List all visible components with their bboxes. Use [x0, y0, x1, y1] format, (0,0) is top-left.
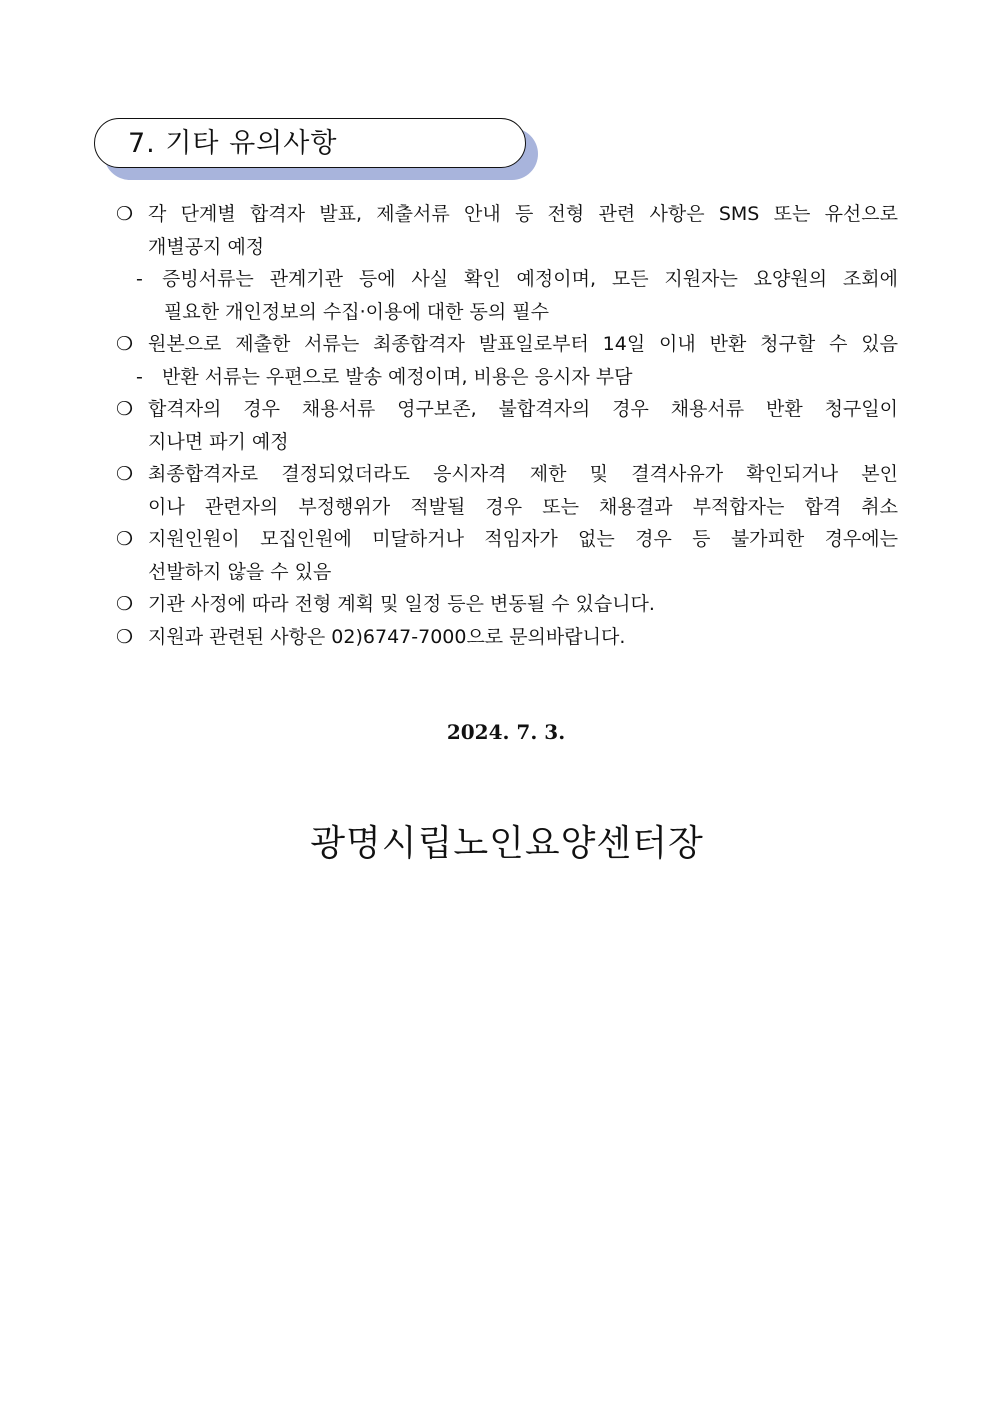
note-text: 기관 사정에 따라 전형 계획 및 일정 등은 변동될 수 있습니다.	[148, 593, 655, 615]
notes-list	[116, 198, 898, 653]
sub-note-text: 증빙서류는 관계기관 등에 사실 확인 예정이며, 모든 지원자는 요양원의 조회에	[162, 268, 898, 290]
document-date: 2024. 7. 3.	[446, 720, 566, 744]
note-line	[116, 621, 898, 654]
sub-note-text: 반환 서류는 우편으로 발송 예정이며, 비용은 응시자 부담	[162, 365, 633, 388]
dash-bullet-icon: -	[136, 365, 143, 388]
circle-bullet-icon: ❍	[116, 593, 134, 615]
note-line	[116, 458, 898, 491]
sub-note-text: 필요한 개인정보의 수집·이용에 대한 동의 필수	[164, 300, 549, 323]
note-line	[116, 198, 898, 231]
issuer-organization: 광명시립노인요양센터장	[310, 823, 704, 864]
circle-bullet-icon: ❍	[116, 528, 134, 550]
note-text: 이나 관련자의 부정행위가 적발될 경우 또는 채용결과 부적합자는 합격 취소	[148, 495, 898, 518]
sub-note-line	[116, 296, 898, 329]
circle-bullet-icon: ❍	[116, 625, 134, 648]
circle-bullet-icon: ❍	[116, 203, 134, 225]
section-header	[94, 118, 528, 170]
sub-note-line	[116, 361, 898, 394]
dash-bullet-icon: -	[136, 268, 143, 290]
note-line	[116, 523, 898, 556]
note-text: 지나면 파기 예정	[148, 430, 289, 453]
section-title: 7. 기타 유의사항	[128, 128, 338, 159]
note-line	[116, 328, 898, 361]
note-line	[116, 556, 898, 589]
circle-bullet-icon: ❍	[116, 398, 134, 420]
note-line	[116, 426, 898, 459]
circle-bullet-icon: ❍	[116, 463, 134, 485]
note-text: 각 단계별 합격자 발표, 제출서류 안내 등 전형 관련 사항은 SMS 또는 유선으로	[148, 203, 898, 225]
note-text: 최종합격자로 결정되었더라도 응시자격 제한 및 결격사유가 확인되거나 본인	[148, 463, 898, 485]
note-text: 지원인원이 모집인원에 미달하거나 적임자가 없는 경우 등 불가피한 경우에는	[148, 528, 898, 550]
note-text: 지원과 관련된 사항은 02)6747-7000으로 문의바랍니다.	[148, 625, 626, 648]
note-text: 선발하지 않을 수 있음	[148, 560, 332, 583]
note-text: 개별공지 예정	[148, 235, 265, 258]
note-line	[116, 231, 898, 264]
circle-bullet-icon: ❍	[116, 333, 134, 355]
note-text: 합격자의 경우 채용서류 영구보존, 불합격자의 경우 채용서류 반환 청구일이	[148, 398, 898, 420]
note-text: 원본으로 제출한 서류는 최종합격자 발표일로부터 14일 이내 반환 청구할 수 있음	[148, 333, 898, 355]
sub-note-line	[116, 263, 898, 296]
note-line	[116, 588, 898, 621]
note-line	[116, 393, 898, 426]
note-line	[116, 491, 898, 524]
